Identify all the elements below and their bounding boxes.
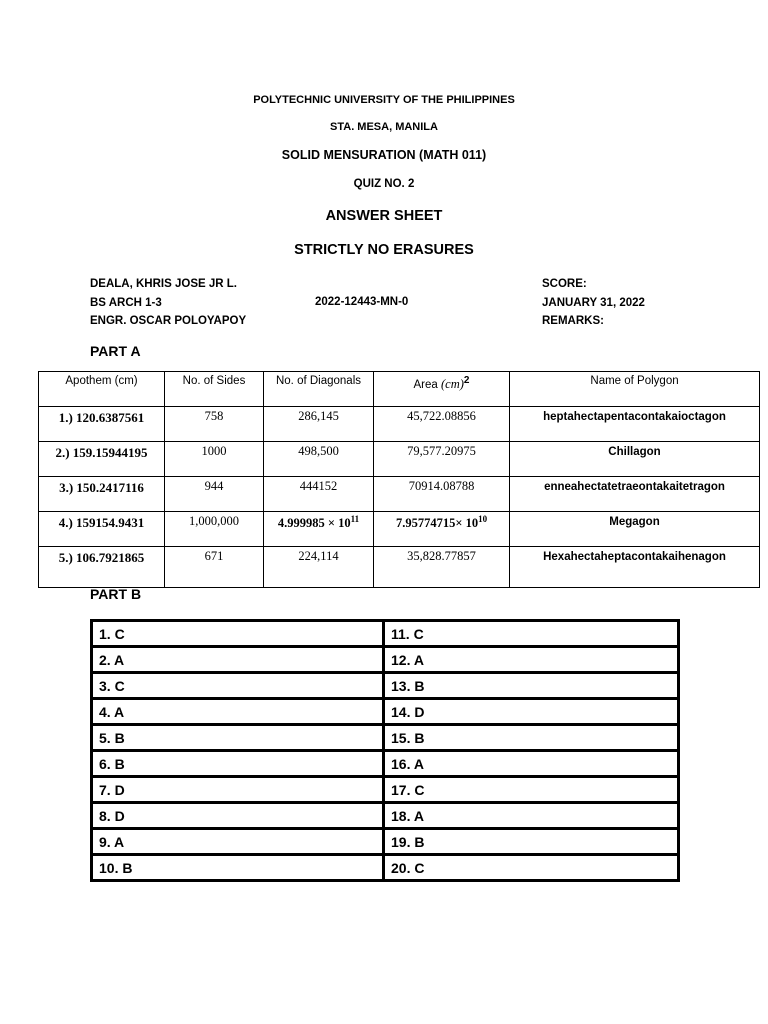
student-name: DEALA, KHRIS JOSE JR L. xyxy=(90,278,237,290)
answer-cell: 18. A xyxy=(384,803,679,829)
quiz-date: JANUARY 31, 2022 xyxy=(542,296,645,309)
part-a-table xyxy=(38,371,760,588)
answer-row xyxy=(92,751,679,777)
header-area xyxy=(374,372,510,407)
answer-row xyxy=(92,621,679,647)
diagonals-mantissa: 4.999985 × xyxy=(277,516,339,531)
answer-cell: 14. D xyxy=(384,699,679,725)
answer-cell: 19. B xyxy=(384,829,679,855)
answer-cell: 2. A xyxy=(92,647,384,673)
table-row xyxy=(39,477,760,512)
answer-cell: 11. C xyxy=(384,621,679,647)
sheet-title: ANSWER SHEET xyxy=(325,208,443,224)
area-cell: 70914.08788 xyxy=(374,477,510,512)
polygon-name-cell: Hexahectaheptacontakaihenagon xyxy=(510,547,760,588)
polygon-name-cell: heptahectapentacontakaioctagon xyxy=(510,407,760,442)
diagonals-cell: 224,114 xyxy=(264,547,374,588)
sides-cell: 671 xyxy=(165,547,264,588)
diagonals-cell: 286,145 xyxy=(264,407,374,442)
header-diagonals: No. of Diagonals xyxy=(264,372,374,407)
apothem-cell: 2.) 159.15944195 xyxy=(39,442,165,477)
table-header-row xyxy=(39,372,760,407)
answer-cell: 15. B xyxy=(384,725,679,751)
diagonals-cell xyxy=(264,512,374,547)
answer-cell: 3. C xyxy=(92,673,384,699)
area-cell: 79,577.20975 xyxy=(374,442,510,477)
header-sides: No. of Sides xyxy=(165,372,264,407)
answer-row xyxy=(92,829,679,855)
part-a-title: PART A xyxy=(90,343,141,359)
area-cell: 35,828.77857 xyxy=(374,547,510,588)
apothem-cell: 1.) 120.6387561 xyxy=(39,407,165,442)
header-area-prefix: Area xyxy=(413,378,442,391)
table-row xyxy=(39,512,760,547)
sides-cell: 758 xyxy=(165,407,264,442)
sides-cell: 1,000,000 xyxy=(165,512,264,547)
area-cell: 45,722.08856 xyxy=(374,407,510,442)
answer-cell: 12. A xyxy=(384,647,679,673)
answer-cell: 16. A xyxy=(384,751,679,777)
score-info xyxy=(542,275,645,331)
student-info xyxy=(90,275,246,331)
table-row xyxy=(39,547,760,588)
header-area-unit: (cm) xyxy=(441,376,464,391)
course-title: SOLID MENSURATION (MATH 011) xyxy=(281,148,487,162)
area-cell xyxy=(374,512,510,547)
diagonals-cell: 498,500 xyxy=(264,442,374,477)
notice: STRICTLY NO ERASURES xyxy=(294,242,474,258)
answer-row xyxy=(92,803,679,829)
score-label: SCORE: xyxy=(542,278,587,290)
university-name: POLYTECHNIC UNIVERSITY OF THE PHILIPPINES xyxy=(253,94,515,106)
header-polygon-name: Name of Polygon xyxy=(510,372,760,407)
answer-cell: 8. D xyxy=(92,803,384,829)
answer-cell: 1. C xyxy=(92,621,384,647)
remarks-label: REMARKS: xyxy=(542,315,604,327)
area-exponent: 10 xyxy=(478,514,488,524)
apothem-cell: 3.) 150.2417116 xyxy=(39,477,165,512)
student-section: BS ARCH 1-3 xyxy=(90,296,162,309)
quiz-number: QUIZ NO. 2 xyxy=(353,178,415,190)
table-row xyxy=(39,442,760,477)
header-area-exp: 2 xyxy=(463,375,470,386)
polygon-name-cell: enneahectatetraeontakaitetragon xyxy=(510,477,760,512)
answer-row xyxy=(92,777,679,803)
polygon-name-cell: Megagon xyxy=(510,512,760,547)
answer-row xyxy=(92,855,679,881)
diagonals-cell: 444152 xyxy=(264,477,374,512)
polygon-name-cell: Chillagon xyxy=(510,442,760,477)
answer-cell: 4. A xyxy=(92,699,384,725)
answer-cell: 5. B xyxy=(92,725,384,751)
answer-cell: 17. C xyxy=(384,777,679,803)
answer-cell: 10. B xyxy=(92,855,384,881)
sides-cell: 1000 xyxy=(165,442,264,477)
area-mantissa: 7.95774715× xyxy=(395,516,466,531)
answer-cell: 20. C xyxy=(384,855,679,881)
instructor-name: ENGR. OSCAR POLOYAPOY xyxy=(90,315,247,327)
apothem-cell: 4.) 159154.9431 xyxy=(39,512,165,547)
area-base: 10 xyxy=(465,516,479,531)
answer-cell: 13. B xyxy=(384,673,679,699)
answer-row xyxy=(92,699,679,725)
answer-row xyxy=(92,725,679,751)
answer-cell: 7. D xyxy=(92,777,384,803)
part-b-title: PART B xyxy=(90,586,142,602)
diagonals-exponent: 11 xyxy=(350,514,360,524)
answer-row xyxy=(92,647,679,673)
apothem-cell: 5.) 106.7921865 xyxy=(39,547,165,588)
answer-row xyxy=(92,673,679,699)
location: STA. MESA, MANILA xyxy=(330,121,438,133)
table-row xyxy=(39,407,760,442)
header-apothem: Apothem (cm) xyxy=(39,372,165,407)
answer-cell: 9. A xyxy=(92,829,384,855)
student-number: 2022-12443-MN-0 xyxy=(315,296,409,308)
sides-cell: 944 xyxy=(165,477,264,512)
answer-cell: 6. B xyxy=(92,751,384,777)
part-b-table xyxy=(90,619,680,882)
diagonals-base: 10 xyxy=(338,516,351,531)
